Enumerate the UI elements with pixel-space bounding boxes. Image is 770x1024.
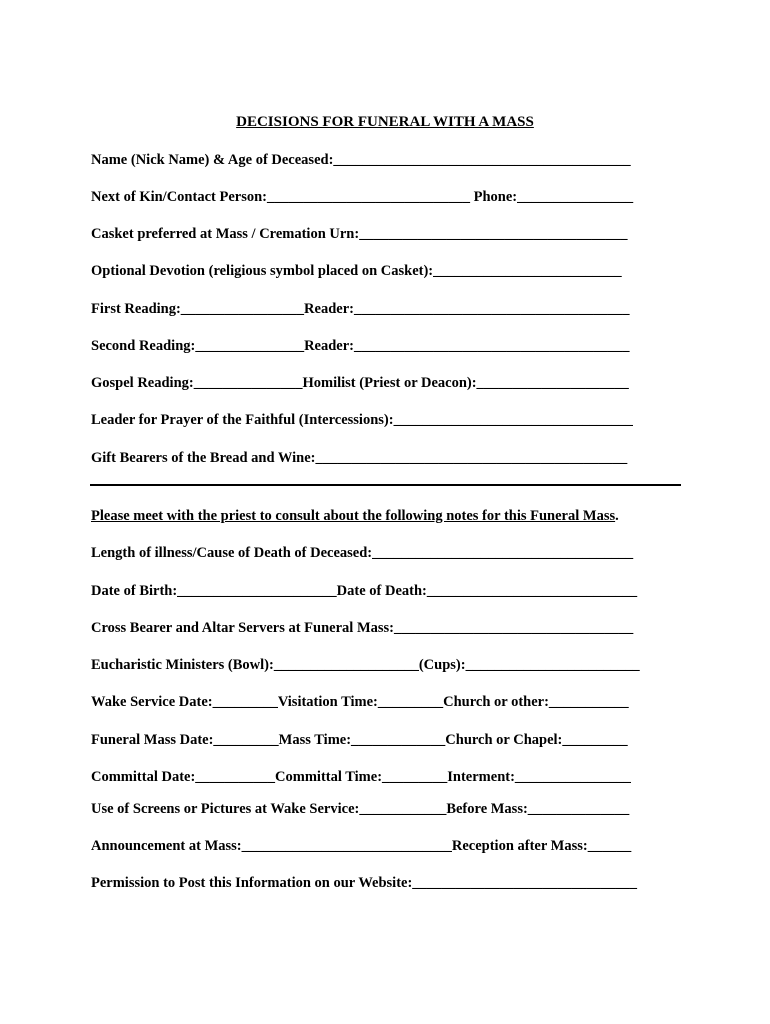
funeral-mass-field[interactable]: Funeral Mass Date:_________Mass Time:_____________Church or Chapel:_________ — [91, 732, 628, 748]
screens-pictures-field[interactable]: Use of Screens or Pictures at Wake Service:____________Before Mass:______________ — [91, 801, 630, 817]
notice-period: . — [615, 508, 619, 524]
gift-bearers-field[interactable]: Gift Bearers of the Bread and Wine:___________________________________________ — [91, 450, 628, 466]
committal-field[interactable]: Committal Date:___________Committal Time:_________Interment:________________ — [91, 769, 631, 785]
announcement-reception-field[interactable]: Announcement at Mass:_____________________________Reception after Mass:______ — [91, 838, 632, 854]
optional-devotion-field[interactable]: Optional Devotion (religious symbol placed on Casket):__________________________ — [91, 263, 622, 279]
website-permission-field[interactable]: Permission to Post this Information on our Website:_______________________________ — [91, 875, 638, 891]
notice-text: Please meet with the priest to consult about the following notes for this Funeral Mass — [91, 508, 616, 524]
next-of-kin-phone-field[interactable]: Next of Kin/Contact Person:____________________________ Phone:________________ — [91, 189, 634, 205]
casket-urn-field[interactable]: Casket preferred at Mass / Cremation Urn:_____________________________________ — [91, 226, 628, 242]
eucharistic-ministers-field[interactable]: Eucharistic Ministers (Bowl):____________________(Cups):________________________ — [91, 657, 640, 673]
wake-service-field[interactable]: Wake Service Date:_________Visitation Time:_________Church or other:___________ — [91, 694, 629, 710]
second-reading-field[interactable]: Second Reading:_______________Reader:______________________________________ — [91, 338, 630, 354]
priest-consult-notice — [91, 506, 619, 526]
gospel-reading-field[interactable]: Gospel Reading:_______________Homilist (Priest or Deacon):_____________________ — [91, 375, 629, 391]
prayer-leader-field[interactable]: Leader for Prayer of the Faithful (Intercessions):_________________________________ — [91, 412, 633, 428]
section-divider — [90, 484, 681, 486]
illness-cause-field[interactable]: Length of illness/Cause of Death of Deceased:____________________________________ — [91, 545, 634, 561]
form-title: DECISIONS FOR FUNERAL WITH A MASS — [236, 114, 534, 130]
first-reading-field[interactable]: First Reading:_________________Reader:______________________________________ — [91, 301, 630, 317]
birth-death-dates-field[interactable]: Date of Birth:______________________Date of Death:_____________________________ — [91, 583, 638, 599]
deceased-name-age-field[interactable]: Name (Nick Name) & Age of Deceased:_________________________________________ — [91, 152, 631, 168]
cross-bearer-servers-field[interactable]: Cross Bearer and Altar Servers at Funeral Mass:_________________________________ — [91, 620, 634, 636]
